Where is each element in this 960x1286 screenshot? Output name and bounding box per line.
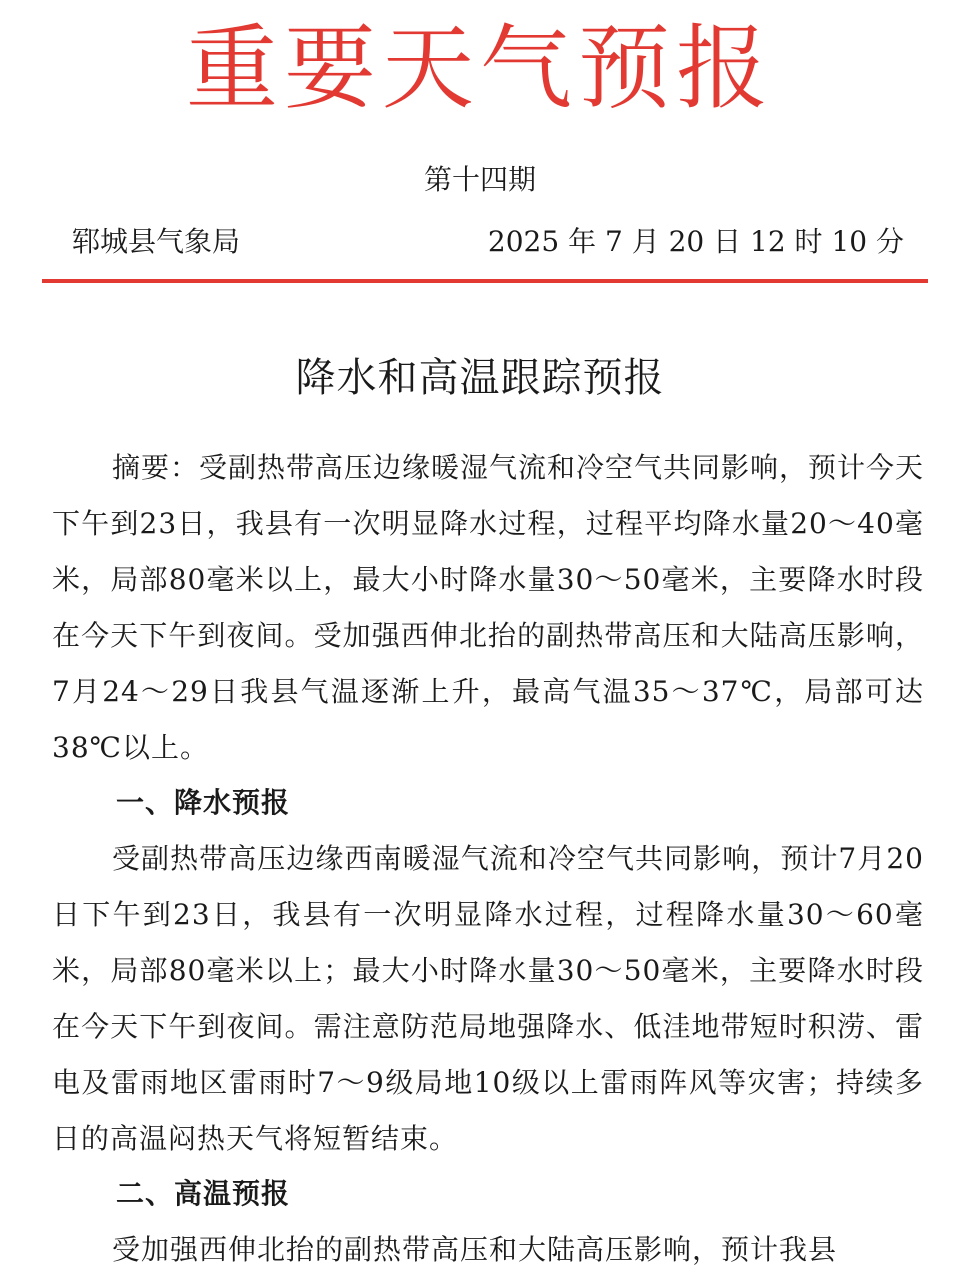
issue-number: 第十四期 [423, 163, 536, 196]
section-text-precipitation: 受副热带高压边缘西南暖湿气流和冷空气共同影响，预计7月20日下午到23日，我县有一次明显降水过程，过程降水量30～60毫米，局部80毫米以上；最大小时降水量30～50毫米，主要降水时段在今天下午到夜间。需注意防范局地强降水、低洼地带短时积涝、雷电及雷雨地区雷雨时7～9级局地10级以上雷雨阵风等灾害；持续多日的高温闷热天气将短暂结束。 [52, 842, 924, 1155]
issuer-name: 郓城县气象局 [72, 225, 241, 258]
issue-datetime: 2025 年 7 月 20 日 12 时 10 分 [487, 225, 904, 258]
section-heading-precipitation: 一、降水预报 [116, 786, 291, 819]
section-text-high-temperature: 受加强西伸北抬的副热带高压和大陆高压影响，预计我县 [112, 1233, 838, 1266]
section-heading-high-temperature: 二、高温预报 [116, 1177, 291, 1210]
red-divider [42, 279, 928, 283]
masthead-title: 重要天气预报 [185, 15, 774, 122]
summary-paragraph: 摘要：受副热带高压边缘暖湿气流和冷空气共同影响，预计今天下午到23日，我县有一次明显降水过程，过程平均降水量20～40毫米，局部80毫米以上，最大小时降水量30～50毫米，主要降水时段在今天下午到夜间。受加强西伸北抬的副热带高压和大陆高压影响，7月24～29日我县气温逐渐上升，最高气温35～37℃，局部可达38℃以上。 [52, 451, 925, 764]
document-title: 降水和高温跟踪预报 [295, 355, 665, 401]
